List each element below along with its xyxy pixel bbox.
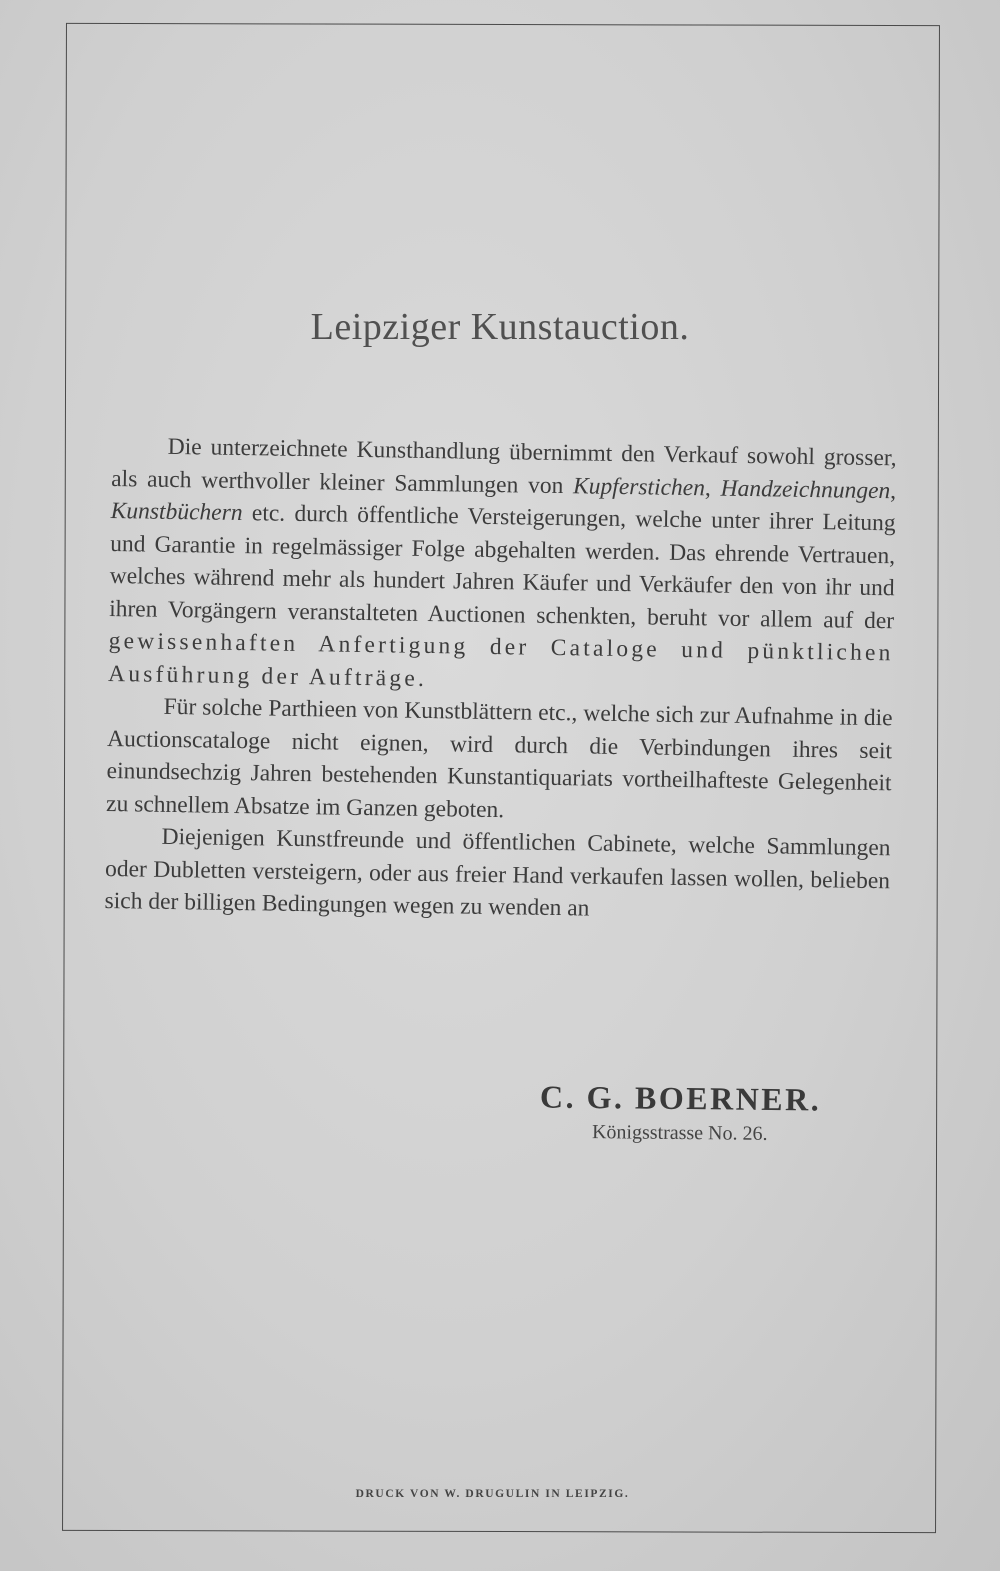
paragraph-3: Diejenigen Kunstfreunde und öffentlichen Cabinete, welche Sammlungen oder Dubletten versteigern, oder aus freier Hand verkaufen lassen wollen, belieben sich der billigen Bedingungen wegen zu wenden an [104, 823, 891, 922]
paragraph-1-spaced-text: gewissenhaften Anfertigung der Cataloge und pünktlichen Ausführung der Aufträge. [107, 627, 894, 692]
signature-address: Königsstrasse No. 26. [591, 1121, 768, 1145]
paragraph-1 [108, 430, 897, 702]
body-text [104, 430, 897, 930]
page-title: Leipziger Kunstauction. [310, 306, 690, 348]
paragraph-1-text-b: etc. durch öffentliche Versteigerungen, welche unter ihrer Leitung und Garantie in regelmässiger Folge abgehalten werden. Das ehrende Vertrauen, welches während mehr als hundert Jahren Käufer und Verkäufer den von ihr und ihren Vorgängern veranstalteten Auctionen schenkten, beruht vor allem auf der [108, 500, 896, 634]
separator-1: , [704, 474, 721, 502]
italic-term-handzeichnungen: Handzeichnungen [720, 475, 891, 504]
paragraph-2: Für solche Parthieen von Kunstblättern etc., welche sich zur Aufnahme in die Auctionscataloge nicht eignen, wird durch die Verbindungen ihres seit einundsechzig Jahren bestehenden Kunstantiquariats vortheilhafteste Gelegenheit zu schnellem Absatze im Ganzen geboten. [105, 693, 893, 823]
italic-term-kunstbuechern: Kunstbüchern [110, 497, 243, 527]
printer-imprint: DRUCK VON W. DRUGULIN IN LEIPZIG. [355, 1488, 630, 1500]
paragraph-1-text-a: Die unterzeichnete Kunsthandlung übernimmt den Verkauf sowohl grosser, als auch werthvoller kleiner Sammlungen von [111, 433, 897, 499]
italic-term-kupferstichen: Kupferstichen [572, 472, 706, 501]
signature-name: C. G. BOERNER. [539, 1078, 822, 1118]
separator-2: , [890, 477, 897, 504]
